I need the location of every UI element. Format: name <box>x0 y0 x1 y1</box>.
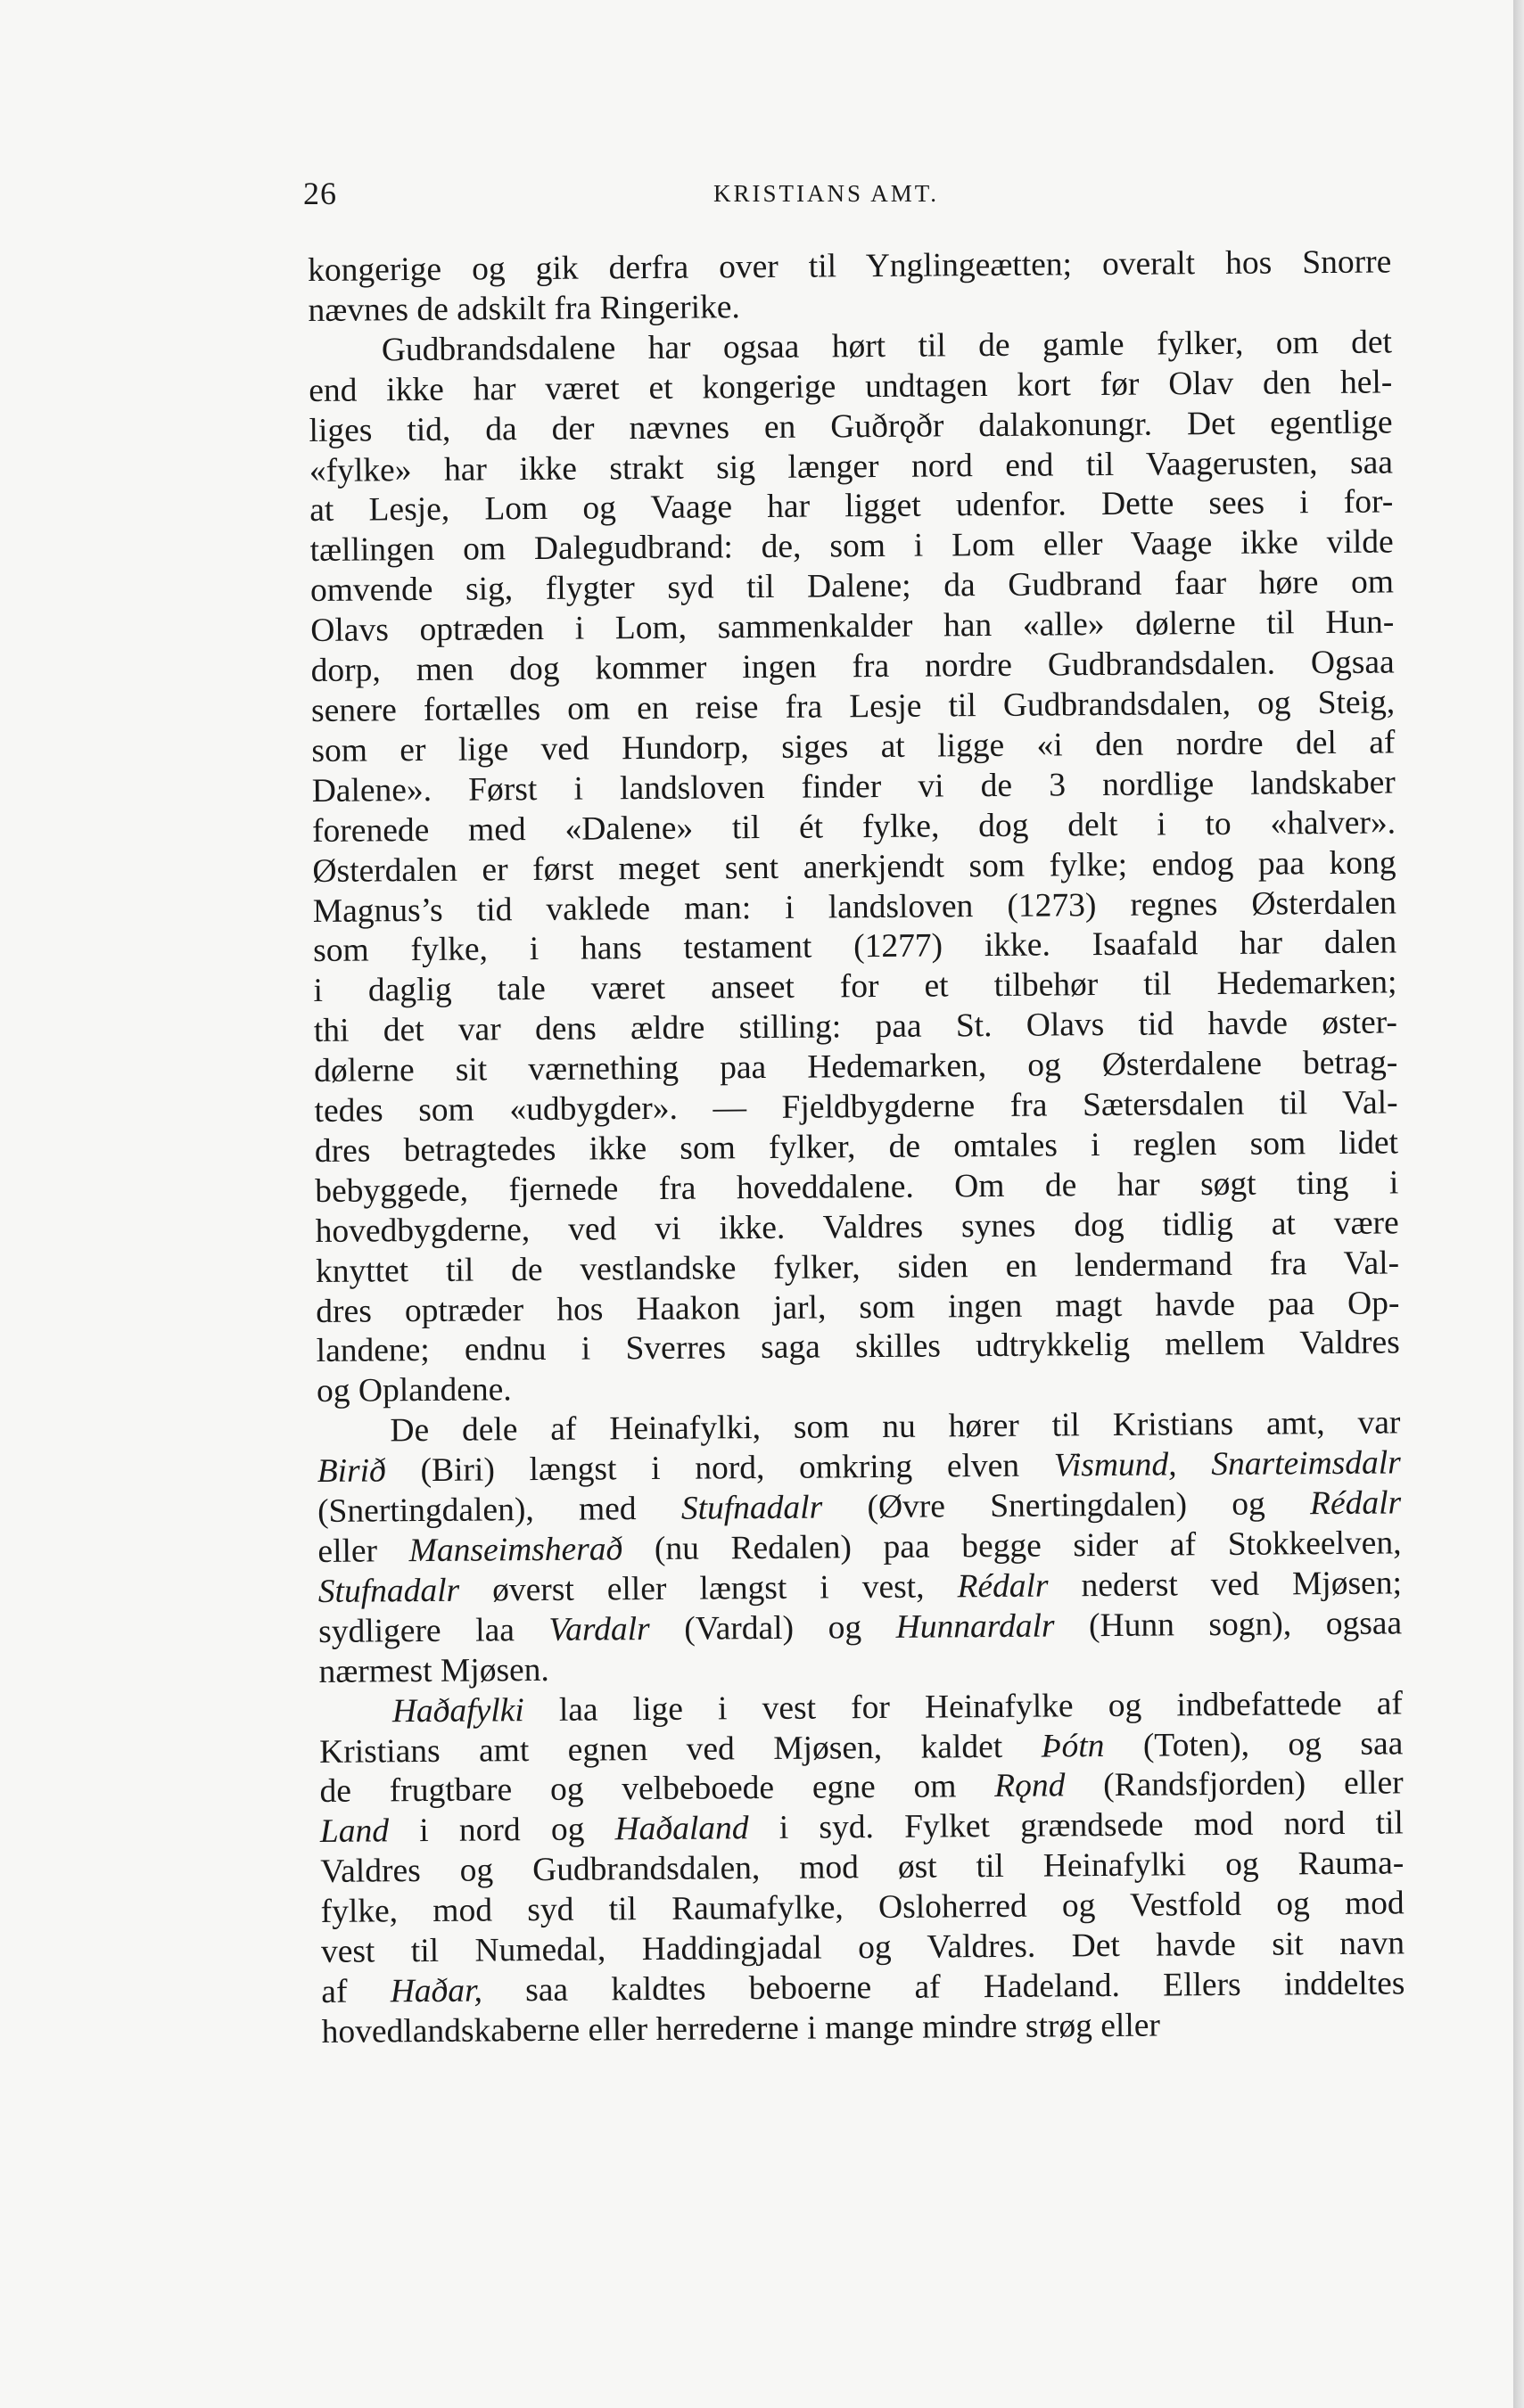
paragraph <box>308 242 1392 331</box>
text-line: dres optræder hos Haakon jarl, som ingen magt havde paa Op- <box>316 1284 1400 1330</box>
text-line: landene; endnu i Sverres saga skilles udtrykkelig mellem Valdres <box>316 1324 1400 1370</box>
text-line: «fylke» har ikke strakt sig længer nord end til Vaagerusten, saa <box>309 443 1394 489</box>
text-line: dølerne sit værnething paa Hedemarken, og Østerdalene betrag- <box>314 1044 1398 1090</box>
text-line: som er lige ved Hundorp, siges at ligge «i den nordre del af <box>311 724 1396 769</box>
text-line: Østerdalen er først meget sent anerkjendt som fylke; endog paa kong <box>312 844 1396 890</box>
text-line: nævnes de adskilt fra Ringerike. <box>308 289 740 329</box>
running-head: KRISTIANS AMT. <box>713 180 940 207</box>
text-line: knyttet til de vestlandske fylker, siden en lendermand fra Val- <box>315 1245 1400 1290</box>
text-line: Kristians amt egnen ved Mjøsen, kaldet Þótn (Toten), og saa <box>319 1724 1404 1771</box>
text-line: omvende sig, flygter syd til Dalene; da Gudbrand faar høre om <box>309 563 1395 610</box>
paragraph <box>309 323 1400 1412</box>
page-edge-shadow <box>1513 0 1524 2408</box>
text-line: af Haðar, saa kaldtes beboerne af Hadeland. Ellers inddeltes <box>321 1965 1405 2010</box>
text-line: at Lesje, Lom og Vaage har ligget udenfor. Dette sees i for- <box>309 483 1394 530</box>
text-line: eller Manseimsherað (nu Redalen) paa begge sider af Stokkeelven, <box>317 1525 1402 1570</box>
text-line: vest til Numedal, Haddingjadal og Valdres. Det havde sit navn <box>320 1925 1405 1971</box>
body-text <box>308 242 1405 2052</box>
text-line: Dalene». Først i landsloven finder vi de 3 nordlige landskaber <box>311 764 1396 810</box>
text-line: liges tid, da der nævnes en Guðrǫðr dalakonungr. Det egentlige <box>309 404 1393 449</box>
text-line: De dele af Heinafylki, som nu hører til Kristians amt, var <box>390 1404 1401 1450</box>
text-line: senere fortælles om en reise fra Lesje til Gudbrandsdalen, og Steig, <box>310 684 1396 729</box>
text-line: Land i nord og Haðaland i syd. Fylket grændsede mod nord til <box>319 1804 1405 1851</box>
text-line: sydligere laa Vardalr (Vardal) og Hunnardalr (Hunn sogn), ogsaa <box>317 1605 1403 1650</box>
page-number: 26 <box>303 176 337 211</box>
text-line: kongerige og gik derfra over til Ynglingeætten; overalt hos Snorre <box>308 243 1392 289</box>
page-header <box>303 175 1391 219</box>
text-line: tedes som «udbygder». — Fjeldbygderne fra Sætersdalen til Val- <box>314 1084 1398 1130</box>
text-line: dres betragtedes ikke som fylker, de omtales i reglen som lidet <box>314 1124 1399 1170</box>
text-line: thi det var dens ældre stilling: paa St. Olavs tid havde øster- <box>313 1004 1398 1050</box>
text-line: Olavs optræden i Lom, sammenkalder han «alle» dølerne til Hun- <box>310 604 1395 650</box>
text-line: (Snertingdalen), med Stufnadalr (Øvre Snertingdalen) og Rédalr <box>317 1484 1402 1531</box>
text-line: Magnus’s tid vaklede man: i landsloven (1273) regnes Østerdalen <box>312 883 1397 930</box>
text-line: end ikke har været et kongerige undtagen kort før Olav den hel- <box>309 364 1393 409</box>
text-line: dorp, men dog kommer ingen fra nordre Gudbrandsdalen. Ogsaa <box>310 644 1395 690</box>
text-line: som fylke, i hans testament (1277) ikke. Isaafald har dalen <box>313 924 1397 970</box>
text-line: Haðafylki laa lige i vest for Heinafylke og indbefattede af <box>391 1685 1404 1730</box>
text-line: i daglig tale været anseet for et tilbehør til Hedemarken; <box>313 964 1397 1010</box>
text-line: forenede med «Dalene» til ét fylke, dog delt i to «halver». <box>311 804 1396 850</box>
text-line: og Oplandene. <box>316 1371 512 1410</box>
text-line: Birið (Biri) længst i nord, omkring elven Vismund, Snarteimsdalr <box>317 1444 1401 1491</box>
paragraph <box>319 1684 1405 2053</box>
text-line: bebyggede, fjernede fra hoveddalene. Om de har søgt ting i <box>315 1164 1399 1210</box>
text-line: hovedlandskaberne eller herrederne i mange mindre strøg eller <box>321 2007 1161 2050</box>
text-line: de frugtbare og velbeboede egne om Rǫnd (Randsfjorden) eller <box>319 1764 1404 1811</box>
text-line: Gudbrandsdalene har ogsaa hørt til de gamle fylker, om det <box>381 324 1393 369</box>
text-line: tællingen om Dalegudbrand: de, som i Lom eller Vaage ikke vilde <box>309 523 1394 570</box>
paragraph <box>317 1404 1402 1693</box>
text-line: Stufnadalr øverst eller længst i vest, Rédalr nederst ved Mjøsen; <box>317 1565 1403 1610</box>
text-line: fylke, mod syd til Raumafylke, Osloherred og Vestfold og mod <box>320 1885 1405 1931</box>
text-line: hovedbygderne, ved vi ikke. Valdres synes dog tidlig at være <box>315 1204 1399 1250</box>
text-line: nærmest Mjøsen. <box>318 1651 549 1690</box>
text-line: Valdres og Gudbrandsdalen, mod øst til Heinafylki og Rauma- <box>320 1845 1405 1891</box>
